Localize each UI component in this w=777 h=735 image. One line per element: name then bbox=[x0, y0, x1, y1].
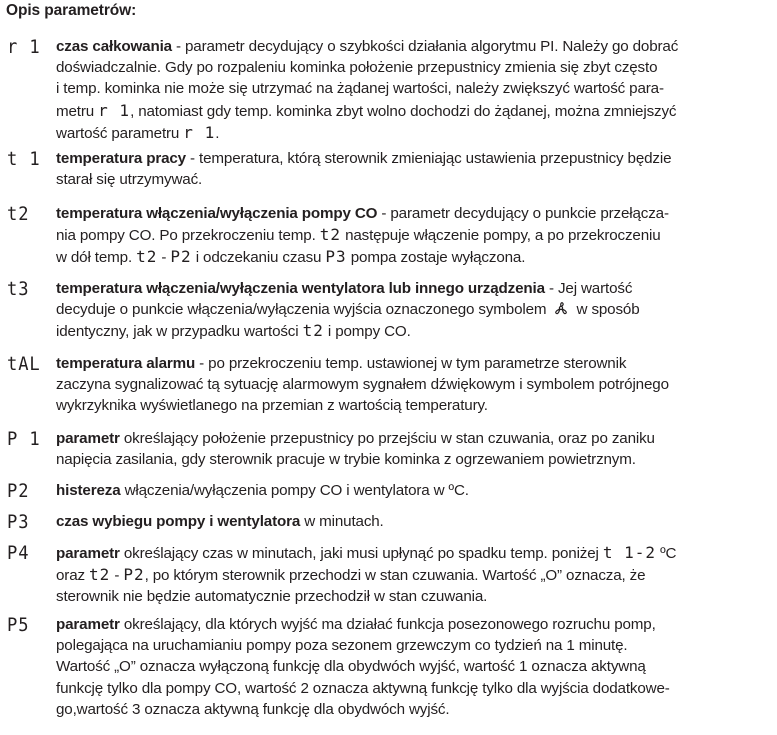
param-description: histereza włączenia/wyłączenia pompy CO i wentylatora w ºC. bbox=[56, 482, 469, 499]
param-description: temperatura alarmu - po przekroczeniu temp. ustawionej w tym parametrze sterownik zaczyna sygnalizować tą sytuację alarmowym sygnałem dźwiękowym i symbolem potrójnego wykrzyknika wyświetlanego na przemian z wartością temperatury. bbox=[56, 355, 669, 415]
param-code: P5 bbox=[7, 614, 30, 636]
param-description: parametr określający czas w minutach, jaki musi upłynąć po spadku temp. poniżej t 1-2 ºC oraz t2 - P2, po którym sterownik przechodzi w stan czuwania. Wartość „O” oznacza, że sterownik nie będzie automatycznie przechodził w stan czuwania. bbox=[56, 543, 677, 606]
param-code: tAL bbox=[7, 353, 41, 375]
param-code: r 1 bbox=[7, 36, 41, 58]
fan-icon bbox=[550, 300, 572, 318]
inline-code: r 1 bbox=[183, 122, 216, 142]
param-term: histereza bbox=[56, 482, 121, 499]
param-description: parametr określający położenie przepustnicy po przejściu w stan czuwania, oraz po zaniku napięcia zasilania, gdy sterownik pracuje w trybie kominka z ogrzewaniem powietrznym. bbox=[56, 430, 655, 469]
param-term: temperatura alarmu bbox=[56, 355, 196, 372]
param-description: temperatura pracy - temperatura, którą sterownik zmieniając ustawienia przepustnicy będzie starał się utrzymywać. bbox=[56, 150, 672, 189]
param-description: czas wybiegu pompy i wentylatora w minutach. bbox=[56, 513, 384, 530]
param-term: parametr bbox=[56, 430, 120, 447]
inline-code: r 1 bbox=[98, 100, 131, 120]
param-term: czas całkowania bbox=[56, 38, 172, 55]
inline-code: P2 bbox=[123, 565, 145, 585]
param-term: parametr bbox=[56, 616, 120, 633]
param-code: t 1 bbox=[7, 148, 41, 170]
inline-code: t2 bbox=[319, 225, 341, 245]
param-code: P3 bbox=[7, 511, 30, 533]
param-code: t3 bbox=[7, 278, 30, 300]
inline-code: t 1-2 bbox=[602, 543, 657, 562]
param-code: P 1 bbox=[7, 428, 41, 450]
param-code: t2 bbox=[7, 203, 30, 225]
param-description: temperatura włączenia/wyłączenia pompy CO - parametr decydujący o punkcie przełącza- nia pompy CO. Po przekroczeniu temp. t2 następuje włączenie pompy, a po przekroczeniu w dół temp. t2 - P2 i odczekaniu czasu P3 pompa zostaje wyłączona. bbox=[56, 205, 669, 267]
page-title: Opis parametrów: bbox=[6, 2, 137, 19]
inline-code: t2 bbox=[302, 321, 324, 341]
param-description: czas całkowania - parametr decydujący o szybkości działania algorytmu PI. Należy go dobrać doświadczalnie. Gdy po rozpaleniu kominka położenie przepustnicy zmienia się zbyt często i temp. kominka nie może się utrzymać na żądanej wartości, należy zwiększyć wartość para- metru r 1, natomiast gdy temp. kominka zbyt wolno dochodzi do żądanej, można zmniejszyć wartość parametru r 1. bbox=[56, 38, 679, 142]
param-code: P4 bbox=[7, 542, 30, 564]
param-description: parametr określający, dla których wyjść ma działać funkcja posezonowego rozruchu pomp, polegająca na uruchamianiu pompy poza sezonem grzewczym co tydzień na 1 minutę. Wartość „O” oznacza wyłączoną funkcję dla obydwóch wyjść, wartość 1 oznacza aktywną funkcję tylko dla pompy CO, wartość 2 oznacza aktywną funkcję tylko dla wyjścia dodatkowe- go,wartość 3 oznacza aktywną funkcję dla obydwóch wyjść. bbox=[56, 616, 670, 718]
inline-code: t2 bbox=[89, 565, 111, 585]
inline-code: t2 bbox=[136, 247, 158, 267]
param-term: czas wybiegu pompy i wentylatora bbox=[56, 513, 301, 530]
param-term: parametr bbox=[56, 545, 120, 562]
param-term: temperatura włączenia/wyłączenia wentylatora lub innego urządzenia bbox=[56, 280, 545, 297]
param-description: temperatura włączenia/wyłączenia wentylatora lub innego urządzenia - Jej wartość decyduje o punkcie włączenia/wyłączenia wyjścia oznaczonego symbolem w sposób identyczny, jak w przypadku wartości t2 i pompy CO. bbox=[56, 280, 640, 341]
param-code: P2 bbox=[7, 480, 30, 502]
param-term: temperatura włączenia/wyłączenia pompy CO bbox=[56, 205, 378, 222]
inline-code: P2 bbox=[170, 247, 192, 267]
inline-code: P3 bbox=[325, 247, 347, 267]
param-term: temperatura pracy bbox=[56, 150, 186, 167]
